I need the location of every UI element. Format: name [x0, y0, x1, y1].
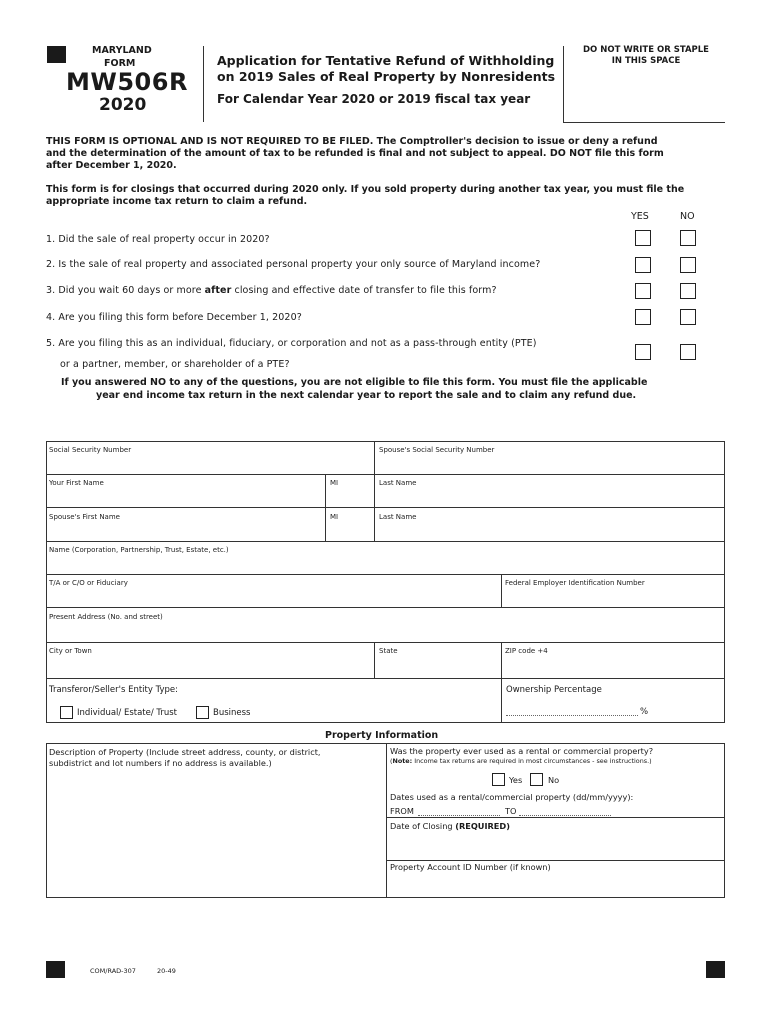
grid-row-line-4	[46, 574, 725, 575]
individual-estate-trust-label: Individual/ Estate/ Trust	[77, 708, 178, 718]
fein-field[interactable]: Federal Employer Identification Number	[505, 579, 645, 587]
q4-no-checkbox[interactable]	[680, 309, 696, 325]
property-description-line2: subdistrict and lot numbers if no address is available.)	[49, 758, 272, 768]
q3-yes-checkbox[interactable]	[635, 283, 651, 299]
q1-yes-checkbox[interactable]	[635, 230, 651, 246]
q1-no-checkbox[interactable]	[680, 230, 696, 246]
property-col-divider	[386, 743, 387, 898]
form-title-line2: on 2019 Sales of Real Property by Nonresidents	[217, 69, 556, 84]
from-date-input[interactable]	[418, 815, 500, 816]
question-3-pre: 3. Did you wait 60 days or more	[46, 285, 205, 296]
form-title-line1: Application for Tentative Refund of Withholding	[217, 53, 555, 68]
registration-mark-top-left	[47, 46, 66, 63]
mi-field[interactable]: MI	[330, 479, 339, 487]
eligibility-warning-line1: If you answered NO to any of the questions, you are not eligible to file this form. You must file the applicable	[61, 377, 648, 388]
to-label: TO	[505, 806, 517, 816]
q3-no-checkbox[interactable]	[680, 283, 696, 299]
present-address-field[interactable]: Present Address (No. and street)	[49, 613, 163, 621]
percent-sign: %	[640, 707, 649, 717]
property-info-heading: Property Information	[325, 730, 439, 741]
eligibility-warning-line2: year end income tax return in the next calendar year to report the sale and to claim any refund due.	[96, 390, 637, 401]
business-checkbox[interactable]	[196, 706, 209, 719]
from-label: FROM	[390, 806, 414, 816]
last-name-field[interactable]: Last Name	[379, 479, 417, 487]
zip-field[interactable]: ZIP code +4	[505, 647, 548, 655]
no-column-header: NO	[680, 211, 695, 222]
question-3-post: closing and effective date of transfer to file this form?	[231, 285, 497, 296]
state-field[interactable]: State	[379, 647, 398, 655]
grid-row-line-6	[46, 642, 725, 643]
state-label: MARYLAND	[92, 45, 152, 56]
rental-note-paren: (	[390, 757, 393, 765]
rental-note-text: Income tax returns are required in most circumstances - see instructions.)	[412, 757, 652, 765]
q5-yes-checkbox[interactable]	[635, 344, 651, 360]
registration-mark-bottom-left	[46, 961, 65, 978]
spouse-last-name-field[interactable]: Last Name	[379, 513, 417, 521]
q2-yes-checkbox[interactable]	[635, 257, 651, 273]
intro-p1-line3: after December 1, 2020.	[46, 160, 177, 171]
grid-row-line-3	[46, 541, 725, 542]
grid-col-line-ssn	[374, 441, 375, 474]
city-field[interactable]: City or Town	[49, 647, 92, 655]
rental-note-label: Note:	[392, 757, 413, 765]
to-date-input[interactable]	[519, 815, 611, 816]
form-code: COM/RAD-307	[90, 967, 136, 975]
grid-col-line-state	[374, 642, 375, 678]
form-subtitle: For Calendar Year 2020 or 2019 fiscal tax year	[217, 92, 531, 106]
intro-p2-line2: appropriate income tax return to claim a refund.	[46, 196, 308, 207]
staple-notice-line2: IN THIS SPACE	[611, 56, 681, 66]
property-row-line-1	[386, 817, 725, 818]
spouse-first-name-field[interactable]: Spouse's First Name	[49, 513, 120, 521]
header-divider-right	[563, 46, 564, 122]
rental-note	[390, 757, 652, 765]
grid-col-line-mi-right	[374, 474, 375, 541]
grid-col-line-zip	[501, 642, 502, 723]
rental-yes-checkbox[interactable]	[492, 773, 505, 786]
question-3-emphasis: after	[204, 285, 232, 296]
spouse-ssn-field[interactable]: Spouse's Social Security Number	[379, 446, 495, 454]
rental-yes-label: Yes	[509, 775, 523, 785]
registration-mark-bottom-right	[706, 961, 725, 978]
question-3	[46, 285, 497, 296]
intro-p1-line2: and the determination of the amount of tax to be refunded is final and not subject to appeal. DO NOT file this form	[46, 148, 664, 159]
yes-column-header: YES	[631, 211, 649, 222]
property-account-id-field[interactable]: Property Account ID Number (if known)	[390, 862, 551, 872]
form-year: 2020	[99, 95, 147, 115]
question-5-line1: 5. Are you filing this as an individual, fiduciary, or corporation and not as a pass-through entity (PTE)	[46, 338, 537, 349]
entity-type-label: Transferor/Seller's Entity Type:	[49, 685, 178, 695]
intro-p2-line1: This form is for closings that occurred during 2020 only. If you sold property during another tax year, you must file the	[46, 184, 685, 195]
staple-notice-line1: DO NOT WRITE OR STAPLE	[582, 45, 709, 55]
question-5-line2: or a partner, member, or shareholder of a PTE?	[60, 359, 290, 370]
closing-date-field[interactable]	[390, 821, 510, 831]
rental-question: Was the property ever used as a rental or commercial property?	[390, 746, 654, 756]
rental-dates-label: Dates used as a rental/commercial property (dd/mm/yyyy):	[390, 792, 634, 802]
first-name-field[interactable]: Your First Name	[49, 479, 104, 487]
rental-no-label: No	[548, 775, 560, 785]
rental-no-checkbox[interactable]	[530, 773, 543, 786]
intro-p1-line1: THIS FORM IS OPTIONAL AND IS NOT REQUIRED TO BE FILED. The Comptroller's decision to issue or deny a refund	[46, 136, 658, 147]
business-label: Business	[213, 708, 251, 718]
question-2: 2. Is the sale of real property and associated personal property your only source of Maryland income?	[46, 259, 541, 270]
grid-col-line-fein	[501, 574, 502, 607]
closing-date-required: (REQUIRED)	[455, 821, 510, 831]
q2-no-checkbox[interactable]	[680, 257, 696, 273]
ownership-percentage-input[interactable]	[506, 715, 638, 716]
ta-co-fiduciary-field[interactable]: T/A or C/O or Fiduciary	[49, 579, 128, 587]
grid-row-line-5	[46, 607, 725, 608]
grid-row-line-1	[46, 474, 725, 475]
individual-estate-trust-checkbox[interactable]	[60, 706, 73, 719]
question-1: 1. Did the sale of real property occur in 2020?	[46, 234, 270, 245]
ownership-percentage-label: Ownership Percentage	[506, 685, 602, 695]
grid-row-line-2	[46, 507, 725, 508]
property-description-line1[interactable]: Description of Property (Include street address, county, or district,	[49, 747, 321, 757]
form-version: 20-49	[157, 967, 176, 975]
q4-yes-checkbox[interactable]	[635, 309, 651, 325]
closing-date-label: Date of Closing	[390, 821, 456, 831]
grid-col-line-mi-left	[325, 474, 326, 541]
grid-row-line-7	[46, 678, 725, 679]
question-4: 4. Are you filing this form before December 1, 2020?	[46, 312, 302, 323]
q5-no-checkbox[interactable]	[680, 344, 696, 360]
property-row-line-2	[386, 860, 725, 861]
header-underline	[563, 122, 725, 123]
entity-name-field[interactable]: Name (Corporation, Partnership, Trust, Estate, etc.)	[49, 546, 229, 554]
header-divider-left	[203, 46, 204, 122]
spouse-mi-field[interactable]: MI	[330, 513, 339, 521]
ssn-field[interactable]: Social Security Number	[49, 446, 132, 454]
form-number: MW506R	[66, 68, 188, 96]
form-word: FORM	[104, 58, 136, 69]
